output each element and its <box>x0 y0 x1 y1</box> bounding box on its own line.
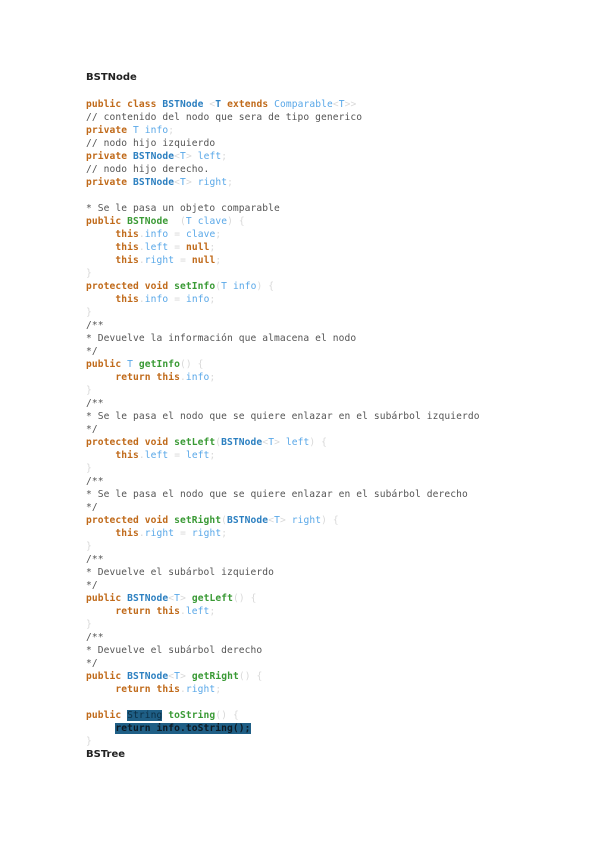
code-punctuation: < <box>262 437 269 448</box>
code-punctuation: } <box>86 736 92 747</box>
code-comment: */ <box>86 658 98 669</box>
code-identifier: left <box>144 450 169 461</box>
code-method-name: setLeft <box>174 437 216 448</box>
code-line <box>86 319 480 332</box>
code-punctuation: < <box>174 177 181 188</box>
code-text <box>86 294 115 305</box>
code-identifier: T <box>180 177 186 188</box>
code-line <box>86 540 480 553</box>
code-keyword: this <box>115 450 139 461</box>
code-comment: * Se le pasa el nodo que se quiere enlazar en el subárbol derecho <box>86 489 468 500</box>
code-punctuation: < <box>268 515 275 526</box>
code-identifier: T <box>180 151 186 162</box>
code-line <box>86 423 480 436</box>
code-keyword: this <box>115 229 139 240</box>
code-keyword: private <box>86 125 134 136</box>
code-punctuation: . <box>138 255 145 266</box>
code-punctuation: ( <box>215 437 222 448</box>
code-line <box>86 384 480 397</box>
code-line <box>86 306 480 319</box>
code-line <box>86 722 480 735</box>
code-line <box>86 618 480 631</box>
code-punctuation: ; <box>209 606 216 617</box>
code-identifier: right <box>144 255 175 266</box>
code-identifier: T <box>174 671 181 682</box>
code-keyword: public <box>86 216 128 227</box>
code-comment: * Devuelve el subárbol derecho <box>86 645 263 656</box>
code-line <box>86 176 480 189</box>
code-punctuation: < <box>168 671 175 682</box>
code-method-name: getInfo <box>138 359 181 370</box>
code-identifier: right <box>197 177 228 188</box>
code-punctuation: = <box>168 450 186 461</box>
code-punctuation: > <box>185 151 198 162</box>
code-type: BSTNode <box>127 593 169 604</box>
code-identifier: T <box>221 281 233 292</box>
code-identifier: left <box>185 606 210 617</box>
code-line <box>86 228 480 241</box>
code-punctuation: . <box>138 450 145 461</box>
code-punctuation: > <box>180 671 192 682</box>
code-text <box>86 255 115 266</box>
code-punctuation: ; <box>209 372 216 383</box>
code-punctuation: . <box>138 229 145 240</box>
code-punctuation: = <box>168 229 186 240</box>
code-comment: * Se le pasa un objeto comparable <box>86 203 280 214</box>
code-line <box>86 358 480 371</box>
code-punctuation: () { <box>238 671 263 682</box>
code-line <box>86 553 480 566</box>
code-punctuation: () { <box>232 593 257 604</box>
code-identifier: clave <box>185 229 216 240</box>
code-identifier: T <box>185 216 198 227</box>
code-comment: */ <box>86 424 98 435</box>
code-line <box>86 371 480 384</box>
code-punctuation: = <box>168 242 186 253</box>
code-punctuation: . <box>180 372 186 383</box>
code-keyword: protected void <box>86 281 175 292</box>
code-type: BSTNode <box>162 99 204 110</box>
code-keyword: private <box>86 177 134 188</box>
code-punctuation: } <box>86 541 92 552</box>
code-method-name: BSTNode <box>127 216 169 227</box>
code-keyword: this <box>115 255 139 266</box>
code-line <box>86 605 480 618</box>
code-text <box>86 450 115 461</box>
code-keyword: null <box>191 255 216 266</box>
code-text <box>86 372 115 383</box>
selected-text: String <box>127 710 163 721</box>
code-punctuation: > <box>274 437 286 448</box>
code-keyword: return this <box>115 372 181 383</box>
code-identifier: left <box>185 450 210 461</box>
code-punctuation: ; <box>215 229 222 240</box>
code-punctuation: ; <box>215 684 222 695</box>
code-text <box>86 229 115 240</box>
code-identifier: Comparable <box>274 99 333 110</box>
code-keyword: this <box>115 294 139 305</box>
code-punctuation: = <box>168 294 186 305</box>
selected-text: return info.toString(); <box>115 723 251 734</box>
code-line <box>86 514 480 527</box>
code-comment: */ <box>86 346 98 357</box>
code-comment: /** <box>86 476 104 487</box>
code-identifier: left <box>285 437 310 448</box>
code-line <box>86 683 480 696</box>
class-heading-bstree: BSTree <box>86 749 126 760</box>
code-punctuation: ; <box>168 125 175 136</box>
code-punctuation: ( <box>168 216 186 227</box>
code-line <box>86 111 480 124</box>
code-type: BSTNode <box>127 671 169 682</box>
code-comment: * Se le pasa el nodo que se quiere enlazar en el subárbol izquierdo <box>86 411 480 422</box>
code-comment: /** <box>86 554 104 565</box>
code-comment: /** <box>86 632 104 643</box>
code-comment: /** <box>86 320 104 331</box>
code-comment: /** <box>86 398 104 409</box>
code-punctuation: . <box>138 528 145 539</box>
code-punctuation: ) { <box>256 281 275 292</box>
code-punctuation: . <box>180 684 186 695</box>
code-identifier: info <box>144 294 169 305</box>
code-method-name: setRight <box>174 515 222 526</box>
code-keyword: this <box>115 528 139 539</box>
code-identifier: left <box>197 151 222 162</box>
code-line <box>86 475 480 488</box>
code-identifier: clave <box>197 216 228 227</box>
code-punctuation: . <box>138 242 145 253</box>
code-line <box>86 293 480 306</box>
code-identifier: info <box>232 281 257 292</box>
code-comment: * Devuelve la información que almacena el nodo <box>86 333 357 344</box>
code-type: BSTNode <box>221 437 263 448</box>
class-heading-bstnode: BSTNode <box>86 72 137 83</box>
code-comment: // nodo hijo izquierdo <box>86 138 216 149</box>
code-identifier: right <box>185 684 216 695</box>
code-identifier: info <box>185 294 210 305</box>
code-line <box>86 579 480 592</box>
code-line <box>86 241 480 254</box>
code-type: BSTNode <box>133 177 175 188</box>
code-line <box>86 644 480 657</box>
code-punctuation: () { <box>215 710 239 721</box>
code-comment: */ <box>86 580 98 591</box>
code-punctuation: . <box>180 606 186 617</box>
code-keyword: null <box>185 242 210 253</box>
code-line <box>86 150 480 163</box>
code-identifier: T <box>338 99 345 110</box>
code-line <box>86 488 480 501</box>
code-line <box>86 98 480 111</box>
code-punctuation: > <box>185 177 198 188</box>
code-line <box>86 657 480 670</box>
code-identifier: info <box>144 125 169 136</box>
code-punctuation: < <box>332 99 339 110</box>
code-punctuation: } <box>86 385 92 396</box>
code-line <box>86 332 480 345</box>
code-keyword: public <box>86 593 128 604</box>
code-comment: // nodo hijo derecho. <box>86 164 210 175</box>
code-identifier: T <box>268 437 275 448</box>
code-line <box>86 345 480 358</box>
code-punctuation: ) { <box>309 437 328 448</box>
code-line <box>86 527 480 540</box>
code-punctuation: } <box>86 307 92 318</box>
code-keyword: return this <box>115 606 181 617</box>
code-punctuation: ( <box>215 281 222 292</box>
code-punctuation: ; <box>227 177 233 188</box>
code-line <box>86 696 480 709</box>
code-keyword: private <box>86 151 134 162</box>
code-identifier: T <box>174 593 181 604</box>
code-line <box>86 501 480 514</box>
code-punctuation: < <box>174 151 181 162</box>
code-type: BSTNode <box>227 515 269 526</box>
code-text <box>86 528 115 539</box>
code-text <box>86 684 115 695</box>
code-line <box>86 215 480 228</box>
code-keyword: this <box>115 242 139 253</box>
code-punctuation: > <box>279 515 292 526</box>
code-line <box>86 566 480 579</box>
code-punctuation: = <box>174 255 192 266</box>
code-punctuation: } <box>86 268 92 279</box>
code-punctuation: ; <box>209 450 216 461</box>
code-identifier: right <box>191 528 222 539</box>
code-method-name: getRight <box>191 671 239 682</box>
code-punctuation: ; <box>215 255 222 266</box>
code-line <box>86 202 480 215</box>
code-keyword: public <box>86 671 128 682</box>
code-comment: // contenido del nodo que sera de tipo generico <box>86 112 363 123</box>
code-identifier: left <box>144 242 169 253</box>
code-line <box>86 631 480 644</box>
code-line <box>86 735 480 748</box>
code-line <box>86 254 480 267</box>
code-type: BSTNode <box>133 151 175 162</box>
code-line <box>86 592 480 605</box>
code-punctuation: } <box>86 619 92 630</box>
code-line <box>86 163 480 176</box>
code-punctuation: > <box>180 593 192 604</box>
code-line <box>86 462 480 475</box>
code-line <box>86 436 480 449</box>
code-line <box>86 709 480 722</box>
code-line <box>86 189 480 202</box>
code-punctuation: ; <box>221 528 228 539</box>
code-text <box>86 723 115 734</box>
code-identifier: T <box>274 515 280 526</box>
code-keyword: public <box>86 359 128 370</box>
code-line <box>86 670 480 683</box>
code-punctuation: ; <box>221 151 228 162</box>
code-punctuation: < <box>203 99 216 110</box>
code-comment: */ <box>86 502 98 513</box>
code-identifier: right <box>144 528 175 539</box>
code-line <box>86 410 480 423</box>
code-punctuation: ; <box>209 294 216 305</box>
code-keyword: protected void <box>86 515 175 526</box>
code-keyword: return this <box>115 684 181 695</box>
code-method-name: setInfo <box>174 281 216 292</box>
code-punctuation: ; <box>209 242 216 253</box>
code-punctuation: = <box>174 528 192 539</box>
code-identifier: info <box>185 372 210 383</box>
code-method-name: toString <box>168 710 216 721</box>
code-comment: * Devuelve el subárbol izquierdo <box>86 567 275 578</box>
code-identifier: T <box>133 125 145 136</box>
code-type: T <box>215 99 228 110</box>
code-punctuation: } <box>86 463 92 474</box>
code-identifier: right <box>291 515 322 526</box>
code-keyword: extends <box>227 99 275 110</box>
code-line <box>86 267 480 280</box>
code-keyword: protected void <box>86 437 175 448</box>
code-punctuation: ( <box>221 515 228 526</box>
code-keyword: public <box>86 710 128 721</box>
code-text <box>86 242 115 253</box>
code-line <box>86 124 480 137</box>
code-line <box>86 137 480 150</box>
code-block <box>86 98 480 748</box>
code-punctuation: < <box>168 593 175 604</box>
code-line <box>86 280 480 293</box>
code-punctuation: . <box>138 294 145 305</box>
code-keyword: public class <box>86 99 163 110</box>
code-identifier: T <box>127 359 139 370</box>
code-method-name: getLeft <box>191 593 233 604</box>
code-punctuation: ) { <box>227 216 245 227</box>
code-punctuation: () { <box>180 359 204 370</box>
code-line <box>86 449 480 462</box>
code-punctuation: ) { <box>321 515 339 526</box>
code-text <box>86 606 115 617</box>
code-punctuation: >> <box>344 99 357 110</box>
code-line <box>86 397 480 410</box>
code-identifier: info <box>144 229 169 240</box>
